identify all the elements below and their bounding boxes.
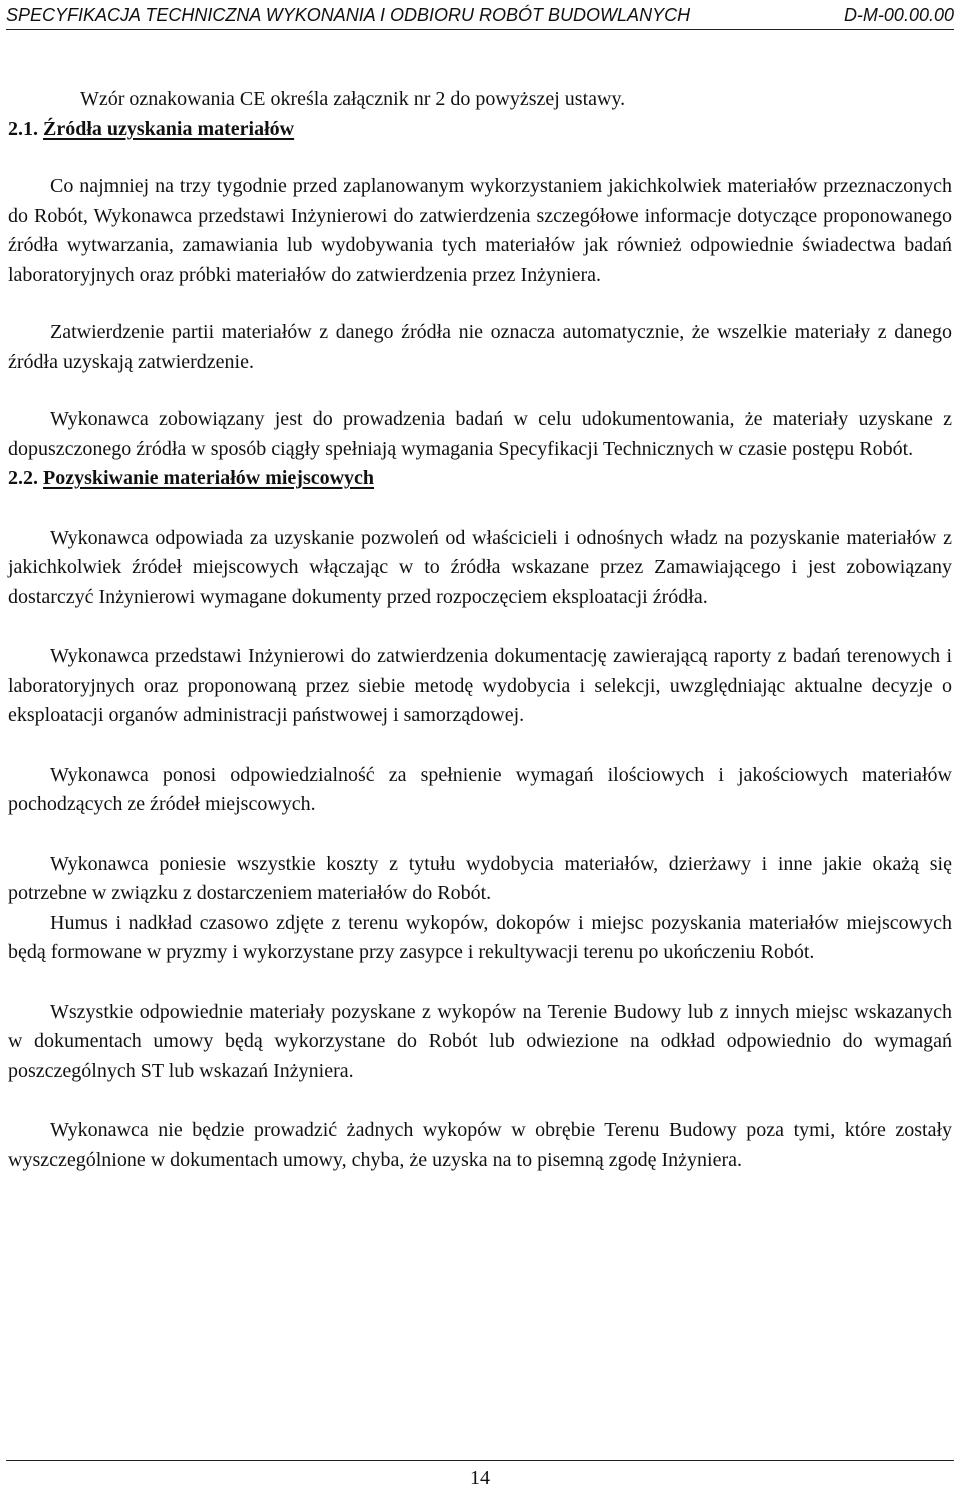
- section-title: Źródła uzyskania materiałów: [43, 117, 295, 140]
- document-body: [8, 85, 952, 1175]
- paragraph: Wykonawca nie będzie prowadzić żadnych wykopów w obrębie Terenu Budowy poza tymi, które zostały wyszczególnione w dokumentach umowy, chyba, że uzyska na to pisemną zgodę Inżyniera.: [8, 1119, 952, 1171]
- section-heading-2-1: [8, 115, 952, 145]
- header-document-code: D-M-00.00.00: [843, 5, 954, 25]
- section-title: Pozyskiwanie materiałów miejscowych: [43, 467, 375, 489]
- paragraph: Co najmniej na trzy tygodnie przed zaplanowanym wykorzystaniem jakichkolwiek materiałów przeznaczonych do Robót, Wykonawca przedstawi Inżynierowi do zatwierdzenia szczegółowe informacje dotyczące proponowanego źródła wytwarzania, zamawiania lub wydobywania tych materiałów jak również odpowiednie świadectwa badań laboratoryjnych oraz próbki materiałów do zatwierdzenia przez Inżyniera.: [8, 175, 952, 286]
- paragraph: Wykonawca przedstawi Inżynierowi do zatwierdzenia dokumentację zawierającą raporty z badań terenowych i laboratoryjnych oraz proponowaną przez siebie metodę wydobycia i selekcji, uwzględniając aktualne decyzje o eksploatacji organów administracji państwowej i samorządowej.: [8, 645, 952, 726]
- paragraph: Humus i nadkład czasowo zdjęte z terenu wykopów, dokopów i miejsc pozyskania materiałów miejscowych będą formowane w pryzmy i wykorzystane przy zasypce i rekultywacji terenu po ukończeniu Robót.: [8, 911, 952, 963]
- intro-line: Wzór oznakowania CE określa załącznik nr 2 do powyższej ustawy.: [80, 88, 626, 110]
- section-number: 2.2.: [8, 467, 38, 489]
- paragraph: Wykonawca odpowiada za uzyskanie pozwoleń od właścicieli i odnośnych władz na pozyskanie materiałów z jakichkolwiek źródeł miejscowych włączając w to źródła wskazane przez Zamawiającego i jest zobowiązany dostarczyć Inżynierowi wymagane dokumenty przed rozpoczęciem eksploatacji źródła.: [8, 526, 952, 608]
- section-number: 2.1.: [8, 117, 38, 140]
- section-heading-2-2: [8, 464, 952, 494]
- page-number: 14: [470, 1467, 490, 1489]
- header-divider: [6, 29, 954, 30]
- paragraph: Wykonawca poniesie wszystkie koszty z tytułu wydobycia materiałów, dzierżawy i inne jakie okażą się potrzebne w związku z dostarczeniem materiałów do Robót.: [8, 852, 952, 904]
- page-header: [6, 4, 954, 26]
- paragraph: Wszystkie odpowiednie materiały pozyskane z wykopów na Terenie Budowy lub z innych miejsc wskazanych w dokumentach umowy będą wykorzystane do Robót lub odwiezione na odkład odpowiednio do wymagań poszczególnych ST lub wskazań Inżyniera.: [8, 1000, 952, 1082]
- paragraph: Wykonawca zobowiązany jest do prowadzenia badań w celu udokumentowania, że materiały uzyskane z dopuszczonego źródła w sposób ciągły spełniają wymagania Specyfikacji Technicznych w czasie postępu Robót.: [8, 408, 952, 460]
- paragraph: Zatwierdzenie partii materiałów z danego źródła nie oznacza automatycznie, że wszelkie materiały z danego źródła uzyskają zatwierdzenie.: [8, 321, 952, 373]
- paragraph: Wykonawca ponosi odpowiedzialność za spełnienie wymagań ilościowych i jakościowych materiałów pochodzących ze źródeł miejscowych.: [8, 763, 952, 815]
- footer-divider: [6, 1460, 954, 1461]
- header-title: SPECYFIKACJA TECHNICZNA WYKONANIA I ODBIORU ROBÓT BUDOWLANYCH: [6, 5, 691, 25]
